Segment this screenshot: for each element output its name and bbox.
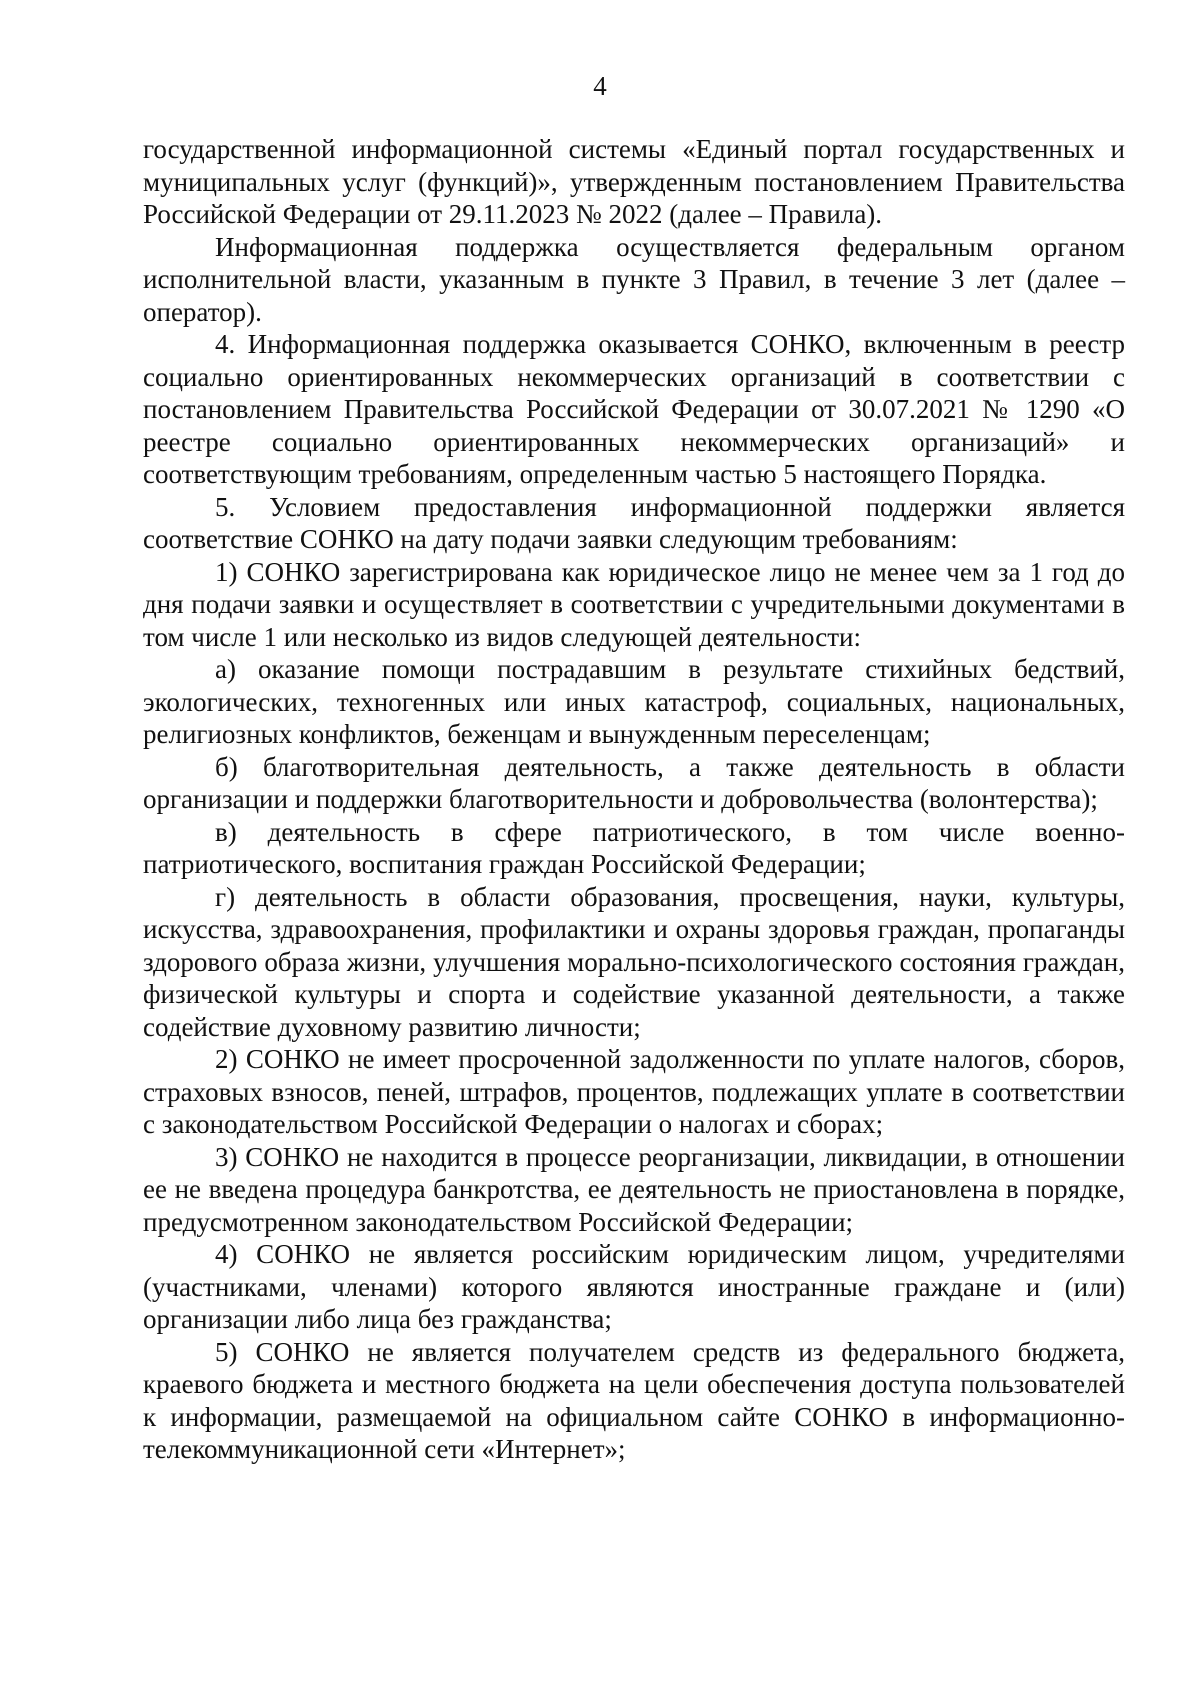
paragraph-activity-g: г) деятельность в области образования, просвещения, науки, культуры, искусства, здравоохранения, профилактики и охраны здоровья граждан, пропаганды здорового образа жизни, улучшения морально-психологического состояния граждан, физической культуры и спорта и содействие указанной деятельности, а также содействие духовному развитию личности; <box>143 881 1125 1042</box>
paragraph-rules-reference: государственной информационной системы «Единый портал государственных и муниципальных услуг (функций)», утвержденным постановлением Правительства Российской Федерации от 29.11.2023 № 2022 (далее – Правила). <box>143 134 1125 229</box>
paragraph-item-4-registry: 4. Информационная поддержка оказывается СОНКО, включенным в реестр социально ориентированных некоммерческих организаций в соответствии с постановлением Правительства Российской Федерации от 30.07.2021 № 1290 «О реестре социально ориентированных некоммерческих организаций» и соответствующим требованиям, определенным частью 5 настоящего Порядка. <box>143 329 1125 489</box>
paragraph-activity-a: а) оказание помощи пострадавшим в результате стихийных бедствий, экологических, техногенных или иных катастроф, социальных, национальных, религиозных конфликтов, беженцам и вынужденным переселенцам; <box>143 654 1125 749</box>
paragraph-item-5-conditions: 5. Условием предоставления информационной поддержки является соответствие СОНКО на дату подачи заявки следующим требованиям: <box>143 491 1125 554</box>
paragraph-condition-3-reorganization: 3) СОНКО не находится в процессе реорганизации, ликвидации, в отношении ее не введена процедура банкротства, ее деятельность не приостановлена в порядке, предусмотренном законодательством Российской Федерации; <box>143 1141 1125 1237</box>
paragraph-condition-5-budget: 5) СОНКО не является получателем средств из федерального бюджета, краевого бюджета и местного бюджета на цели обеспечения доступа пользователей к информации, размещаемой на официальном сайте СОНКО в информационно-телекоммуникационной сети «Интернет»; <box>143 1336 1125 1464</box>
paragraph-operator: Информационная поддержка осуществляется федеральным органом исполнительной власти, указанным в пункте 3 Правил, в течение 3 лет (далее – оператор). <box>143 231 1125 327</box>
document-body <box>143 133 1125 1466</box>
paragraph-condition-4-foreign: 4) СОНКО не является российским юридическим лицом, учредителями (участниками, членами) которого являются иностранные граждане и (или) организации либо лица без гражданства; <box>143 1239 1125 1334</box>
paragraph-condition-2-debts: 2) СОНКО не имеет просроченной задолженности по уплате налогов, сборов, страховых взносов, пеней, штрафов, процентов, подлежащих уплате в соответствии с законодательством Российской Федерации о налогах и сборах; <box>143 1044 1125 1139</box>
paragraph-activity-v: в) деятельность в сфере патриотического, в том числе военно-патриотического, воспитания граждан Российской Федерации; <box>143 816 1125 879</box>
paragraph-condition-1-registration: 1) СОНКО зарегистрирована как юридическое лицо не менее чем за 1 год до дня подачи заявки и осуществляет в соответствии с учредительными документами в том числе 1 или несколько из видов следующей деятельности: <box>143 556 1125 652</box>
paragraph-activity-b: б) благотворительная деятельность, а также деятельность в области организации и поддержки благотворительности и добровольчества (волонтерства); <box>143 751 1125 814</box>
page-number: 4 <box>593 71 607 101</box>
